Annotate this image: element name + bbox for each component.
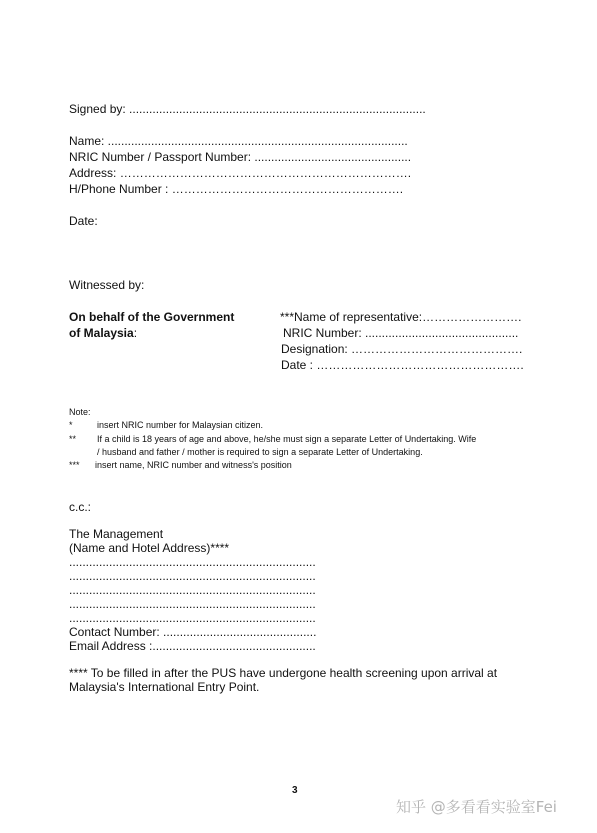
note-text-1: insert NRIC number for Malaysian citizen. <box>97 420 264 430</box>
cc-label: c.c.: <box>69 500 92 514</box>
note-heading: Note: <box>69 407 91 417</box>
note-text-2: If a child is 18 years of age and above, he/she must sign a separate Letter of Undertaking. Wife <box>97 434 477 444</box>
behalf-of-government-line1: On behalf of the Government <box>69 310 235 324</box>
note-text-2-continued: / husband and father / mother is required to sign a separate Letter of Undertaking. <box>97 447 423 457</box>
phone-line: H/Phone Number : …………………………………………………. <box>69 182 404 196</box>
cc-dotted-line-3: .......................................................................... <box>69 583 316 597</box>
note-text-3: insert name, NRIC number and witness's position <box>95 460 292 470</box>
cc-dotted-line-5: .......................................................................... <box>69 611 316 625</box>
watermark: 知乎 @多看看实验室Fei <box>396 798 557 816</box>
cc-email-address: Email Address :................................................. <box>69 639 316 653</box>
footnote-line2: Malaysia's International Entry Point. <box>69 680 260 694</box>
note-marker-3: *** <box>69 460 80 470</box>
note-marker-2: ** <box>69 434 77 444</box>
representative-name-line: ***Name of representative:……………………. <box>280 310 522 324</box>
nric-passport-line: NRIC Number / Passport Number: ............................................... <box>69 150 412 164</box>
address-line: Address: ………………………………………………………………. <box>69 166 412 180</box>
signed-by-line: Signed by: ......................................................................................... <box>69 102 426 116</box>
cc-dotted-line-1: .......................................................................... <box>69 555 316 569</box>
date-line: Date: <box>69 214 98 228</box>
name-line: Name: .......................................................................................... <box>69 134 408 148</box>
witnessed-by-heading: Witnessed by: <box>69 278 145 292</box>
cc-hotel-address-label: (Name and Hotel Address)**** <box>69 541 230 555</box>
cc-management: The Management <box>69 527 164 541</box>
behalf-line2-text: of Malaysia <box>69 326 134 340</box>
footnote-line1: **** To be filled in after the PUS have undergone health screening upon arrival at <box>69 666 498 680</box>
cc-contact-number: Contact Number: .............................................. <box>69 625 317 639</box>
representative-date-line: Date : ……………………………………………. <box>281 358 524 372</box>
representative-nric-line: NRIC Number: .............................................. <box>283 326 519 340</box>
behalf-line2-colon: : <box>133 326 138 340</box>
note-marker-1: * <box>69 420 73 430</box>
behalf-of-government-line2 <box>69 326 137 340</box>
cc-dotted-line-4: .......................................................................... <box>69 597 316 611</box>
page-number: 3 <box>292 785 298 796</box>
cc-dotted-line-2: .......................................................................... <box>69 569 316 583</box>
representative-designation-line: Designation: ……………………………………. <box>281 342 523 356</box>
